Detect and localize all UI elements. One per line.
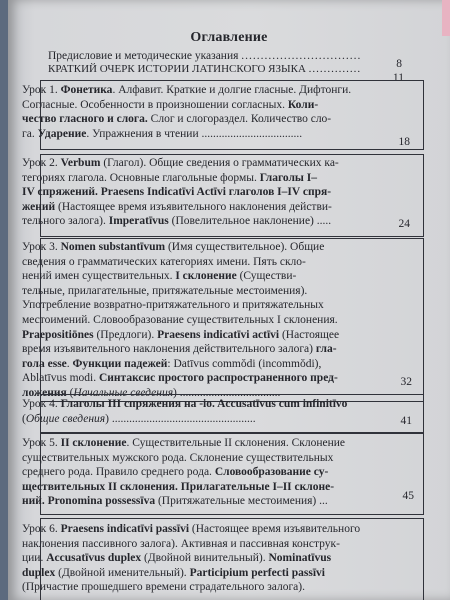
lesson-line: Употребление возвратно-притяжательного и притяжательных bbox=[22, 299, 324, 312]
toc-page-number: 11 bbox=[392, 72, 404, 84]
lesson-line: гола esse. Функции падежей: Datīvus commŏdi (incommŏdi), bbox=[22, 357, 322, 370]
lesson-line: (Причастие прошедшего времени страдательного залога). bbox=[22, 581, 305, 594]
lesson-1-text bbox=[22, 83, 351, 141]
lesson-line: Урок 6. Praesens indicatīvi passīvi (Настоящее время изъявительного bbox=[22, 523, 361, 535]
lesson-line: тельные, прилагательные, притяжательные местоимения). bbox=[22, 284, 308, 297]
toc-entry-history bbox=[48, 63, 390, 76]
lesson-line: тельного залога). Imperatīvus (Повелительное наклонение) ..... bbox=[22, 215, 332, 228]
lesson-line: сведения о грамматических категориях имени. Пять скло- bbox=[22, 255, 306, 268]
lesson-3-page: 32 bbox=[400, 376, 412, 388]
lesson-line: Praepositiōnes (Предлоги). Praesens indicatīvi actīvi (Настоящее bbox=[22, 328, 340, 341]
lesson-line: Урок 2. Verbum (Глагол). Общие сведения о грамматических ка- bbox=[22, 157, 339, 169]
lesson-5-page: 45 bbox=[402, 490, 414, 502]
lesson-line: IV спряжений. Praesens Indicatīvi Actīvi глаголов I–IV спря- bbox=[22, 186, 332, 199]
lesson-5-text bbox=[22, 436, 345, 509]
lesson-line: ществительных II склонения. Прилагательные I–II склоне- bbox=[22, 480, 335, 493]
lesson-line: duplex (Двойной именительный). Participium perfecti passīvi bbox=[22, 566, 325, 579]
lesson-line: Урок 5. II склонение. Существительные II склонения. Склонение bbox=[22, 437, 346, 449]
lesson-3-text bbox=[22, 240, 339, 401]
lesson-line: тегориях глагола. Основные глагольные формы. Глаголы I– bbox=[22, 171, 318, 184]
lesson-4-text bbox=[22, 397, 347, 426]
toc-leader-dots: ............................... bbox=[241, 50, 362, 62]
lesson-6-text bbox=[22, 522, 360, 595]
toc-entry-label: КРАТКИЙ ОЧЕРК ИСТОРИИ ЛАТИНСКОГО ЯЗЫКА bbox=[48, 63, 306, 75]
toc-leader-dots: .............. bbox=[308, 63, 362, 75]
lesson-line: Урок 3. Nomen substantīvum (Имя существительное). Общие bbox=[22, 241, 325, 253]
lesson-line: среднего рода. Правило среднего рода. Словообразование су- bbox=[22, 466, 329, 479]
toc-entry-preface bbox=[48, 50, 390, 63]
lesson-1-page: 18 bbox=[398, 136, 410, 148]
lesson-line: нений имен существительных. I склонение (Существи- bbox=[22, 270, 297, 283]
lesson-line: га. Ударение. Упражнения в чтении ................................... bbox=[22, 127, 303, 140]
lesson-line: Ablatīvus modi. Синтаксис простого распространенного пред- bbox=[22, 372, 338, 385]
lesson-2-page: 24 bbox=[398, 218, 410, 230]
lesson-line: Согласные. Особенности в произношении согласных. Коли- bbox=[22, 98, 319, 111]
lesson-line: чество гласного и слога. Слог и слогораздел. Количество сло- bbox=[22, 113, 332, 126]
lesson-line: наклонения пассивного залога). Активная и пассивная конструк- bbox=[22, 537, 340, 550]
lesson-2-text bbox=[22, 156, 339, 229]
lesson-line: ний. Pronomina possessīva (Притяжательные местоимения) ... bbox=[22, 495, 328, 508]
book-page bbox=[8, 0, 450, 600]
lesson-line: время изъявительного наклонения действительного залога) гла- bbox=[22, 343, 337, 356]
lesson-line: Урок 1. Фонетика. Алфавит. Краткие и долгие гласные. Дифтонги. bbox=[22, 84, 352, 96]
lesson-line: местоимений. Словообразование существительных I склонения. bbox=[22, 313, 338, 326]
lesson-line: жений (Настоящее время изъявительного наклонения действи- bbox=[22, 200, 332, 213]
lesson-line: ложения (Начальные сведения) ................................... bbox=[22, 386, 281, 399]
toc-title: Оглавление bbox=[190, 30, 268, 45]
lesson-line: (Общие сведения) .................................................. bbox=[22, 412, 256, 425]
lesson-line: ции. Accusatīvus duplex (Двойной винительный). Nominatīvus bbox=[22, 552, 332, 565]
toc-page-number: 8 bbox=[396, 58, 402, 70]
lesson-line: существительных мужского рода. Склонение существительных bbox=[22, 451, 334, 464]
lesson-line: Урок 4. Глаголы III спряжения на -io. Accusatīvus cum infinitīvo bbox=[22, 398, 348, 410]
lesson-4-page: 41 bbox=[400, 415, 412, 427]
toc-entry-label: Предисловие и методические указания bbox=[48, 50, 242, 62]
